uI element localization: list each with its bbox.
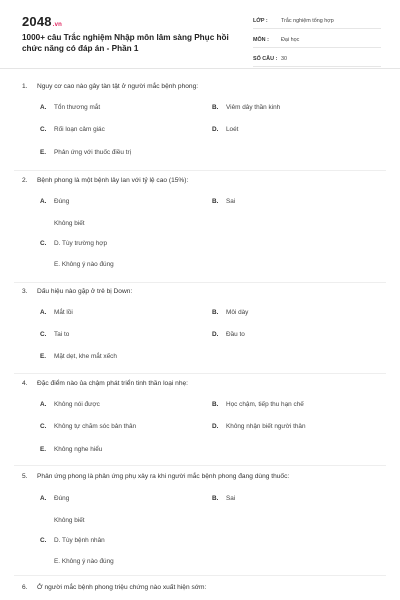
option-letter: A. xyxy=(40,309,47,316)
document-meta xyxy=(253,14,381,71)
logo-number: 2048 xyxy=(22,14,52,29)
option-c[interactable] xyxy=(40,537,105,544)
option-letter: E. xyxy=(40,149,47,156)
option-letter: A. xyxy=(40,495,47,502)
site-logo[interactable] xyxy=(22,14,62,29)
question-text xyxy=(22,380,188,387)
option-text: Sai xyxy=(226,495,236,502)
option-text: Tai to xyxy=(54,331,70,338)
option-letter: C. xyxy=(40,331,47,338)
option-text: E. Không ý nào đúng xyxy=(54,558,114,565)
question-5 xyxy=(0,466,400,576)
question-number: 4. xyxy=(22,380,28,387)
question-6 xyxy=(0,576,400,600)
meta-class-row xyxy=(253,14,381,29)
question-text xyxy=(22,473,289,480)
option-letter: E. xyxy=(40,353,47,360)
option-d[interactable] xyxy=(212,331,245,338)
meta-class-value: Trắc nghiệm tổng hợp xyxy=(281,18,334,24)
question-stem: Phản ứng phong là phản ứng phụ xảy ra khi người mắc bệnh phong đang dùng thuốc: xyxy=(37,473,290,480)
option-text: Phản ứng với thuốc điều trị xyxy=(54,149,132,156)
option-a[interactable] xyxy=(40,401,100,408)
option-text: Rối loạn cảm giác xyxy=(54,126,105,133)
meta-subject-key: MÔN : xyxy=(253,37,269,43)
option-b[interactable] xyxy=(212,198,235,205)
option-c[interactable] xyxy=(40,331,69,338)
question-stem: Ở người mắc bệnh phong triệu chứng nào xuất hiện sớm: xyxy=(37,584,207,591)
question-text xyxy=(22,584,206,591)
question-number: 6. xyxy=(22,584,28,591)
option-text: Không nghe hiểu xyxy=(54,446,103,453)
meta-subject-value: Đại học xyxy=(281,37,300,43)
question-number: 1. xyxy=(22,83,28,90)
document-title: 1000+ câu Trắc nghiệm Nhập môn lâm sàng Phục hồi chức năng có đáp án - Phần 1 xyxy=(22,33,229,53)
option-e[interactable] xyxy=(54,261,114,268)
option-text: Không tự chăm sóc bản thân xyxy=(54,423,137,430)
meta-class-key: LỚP : xyxy=(253,18,268,24)
meta-count-row xyxy=(253,52,381,67)
option-d[interactable] xyxy=(212,423,306,430)
option-e[interactable] xyxy=(40,149,131,156)
question-4 xyxy=(0,374,400,466)
option-text: Đúng xyxy=(54,495,70,502)
option-text: E. Không ý nào đúng xyxy=(54,261,114,268)
option-letter: B. xyxy=(212,198,219,205)
option-letter: A. xyxy=(40,198,47,205)
option-text: Học chậm, tiếp thu hạn chế xyxy=(226,401,304,408)
option-text: Tổn thương mắt xyxy=(54,104,101,111)
option-letter: A. xyxy=(40,401,47,408)
option-unknown[interactable] xyxy=(54,220,85,227)
question-stem: Đặc điểm nào ủa chậm phát triển tinh thần loại nhẹ: xyxy=(37,380,189,387)
question-number: 5. xyxy=(22,473,28,480)
option-letter: B. xyxy=(212,495,219,502)
option-text: Môi dày xyxy=(226,309,249,316)
option-text: D. Tùy bệnh nhân xyxy=(54,537,105,544)
option-text: Viêm dây thần kinh xyxy=(226,104,281,111)
option-letter: B. xyxy=(212,401,219,408)
meta-subject-row xyxy=(253,33,381,48)
option-text: D. Tùy trường hợp xyxy=(54,240,108,247)
option-unknown[interactable] xyxy=(54,517,85,524)
question-2 xyxy=(0,171,400,283)
option-text: Không biết xyxy=(54,517,85,524)
meta-count-value: 30 xyxy=(281,56,287,62)
option-letter: B. xyxy=(212,104,219,111)
option-e[interactable] xyxy=(40,446,102,453)
option-letter: D. xyxy=(212,126,219,133)
option-a[interactable] xyxy=(40,198,69,205)
option-d[interactable] xyxy=(212,126,238,133)
meta-count-key: SỐ CÂU : xyxy=(253,56,278,62)
question-3 xyxy=(0,283,400,374)
option-text: Đầu to xyxy=(226,331,245,338)
logo-tld: .vn xyxy=(52,22,63,28)
question-text xyxy=(22,288,132,295)
option-text: Mặt dẹt, khe mắt xếch xyxy=(54,353,117,360)
option-e[interactable] xyxy=(54,558,114,565)
option-a[interactable] xyxy=(40,309,73,316)
question-stem: Bệnh phong là một bệnh lây lan với tỷ lệ cao (15%): xyxy=(37,177,189,184)
option-text: Không nhận biết người thân xyxy=(226,423,306,430)
option-text: Không nói được xyxy=(54,401,100,408)
option-c[interactable] xyxy=(40,126,105,133)
document-header xyxy=(0,0,400,69)
option-letter: B. xyxy=(212,309,219,316)
option-text: Đúng xyxy=(54,198,70,205)
option-letter: C. xyxy=(40,126,47,133)
option-letter: D. xyxy=(212,331,219,338)
question-text xyxy=(22,83,198,90)
question-number: 2. xyxy=(22,177,28,184)
option-text: Loét xyxy=(226,126,239,133)
option-c[interactable] xyxy=(40,423,136,430)
option-text: Sai xyxy=(226,198,236,205)
question-number: 3. xyxy=(22,288,28,295)
option-c[interactable] xyxy=(40,240,107,247)
option-letter: C. xyxy=(40,240,47,247)
option-letter: D. xyxy=(212,423,219,430)
option-letter: C. xyxy=(40,423,47,430)
option-letter: C. xyxy=(40,537,47,544)
option-e[interactable] xyxy=(40,353,117,360)
question-1 xyxy=(0,76,400,172)
question-stem: Dấu hiệu nào gặp ở trẻ bị Down: xyxy=(37,288,133,295)
option-b[interactable] xyxy=(212,495,235,502)
question-stem: Nguy cơ cao nào gây tàn tật ở người mắc bệnh phong: xyxy=(37,83,199,90)
option-b[interactable] xyxy=(212,309,248,316)
option-text: Không biết xyxy=(54,220,85,227)
option-a[interactable] xyxy=(40,104,100,111)
option-b[interactable] xyxy=(212,104,280,111)
question-text xyxy=(22,177,188,184)
option-a[interactable] xyxy=(40,495,69,502)
option-b[interactable] xyxy=(212,401,304,408)
option-text: Mắt lồi xyxy=(54,309,73,316)
option-letter: A. xyxy=(40,104,47,111)
option-letter: E. xyxy=(40,446,47,453)
